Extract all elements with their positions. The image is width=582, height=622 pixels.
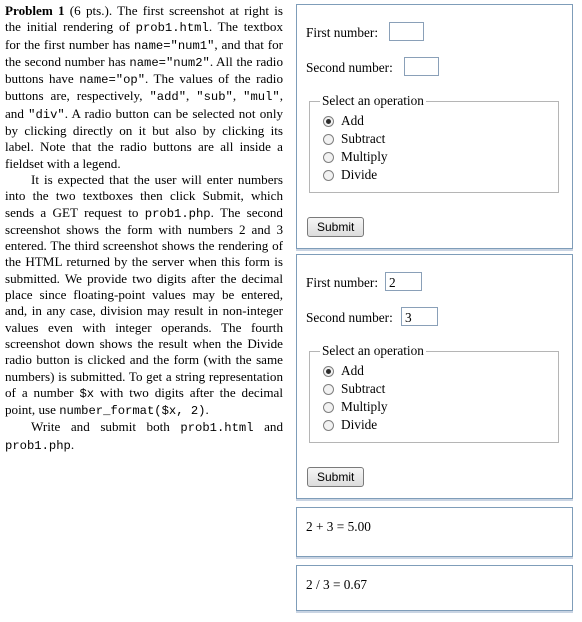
radio-button-multiply[interactable] xyxy=(323,402,334,413)
text-run: . The textbox for the first number has xyxy=(5,19,284,52)
radio-multiply[interactable] xyxy=(323,149,388,165)
text-run: Write and submit both xyxy=(31,419,181,435)
radio-button-divide[interactable] xyxy=(323,420,334,431)
text-run: , and xyxy=(5,88,283,121)
inline-code: prob1.html xyxy=(135,21,209,36)
first-number-label: First number: xyxy=(306,25,379,40)
radio-button-divide[interactable] xyxy=(323,170,334,181)
result-text: 2 / 3 = 0.67 xyxy=(306,577,368,592)
radio-label-subtract[interactable]: Subtract xyxy=(341,131,386,146)
second-number-label: Second number: xyxy=(306,310,393,325)
problem-paragraph-3 xyxy=(5,419,283,454)
text-run: Problem 1 xyxy=(5,3,65,18)
inline-code: "div" xyxy=(28,107,65,122)
inline-code: prob1.php xyxy=(144,206,211,221)
inline-code: name="num2" xyxy=(129,55,210,70)
text-run: . xyxy=(70,436,75,452)
text-run: , xyxy=(186,88,197,104)
text-run: and xyxy=(253,419,283,435)
result-text: 2 + 3 = 5.00 xyxy=(306,519,371,534)
operation-legend: Select an operation xyxy=(322,93,424,108)
problem-paragraph-2 xyxy=(5,172,283,419)
problem-statement xyxy=(5,3,283,454)
radio-divide[interactable] xyxy=(323,417,377,433)
inline-code: $x xyxy=(79,386,95,401)
inline-code: prob1.php xyxy=(5,438,71,453)
first-number-input[interactable] xyxy=(389,22,424,41)
submit-button[interactable]: Submit xyxy=(307,217,364,237)
screenshot-add-result xyxy=(296,507,573,557)
radio-subtract[interactable] xyxy=(323,131,385,147)
radio-button-add[interactable] xyxy=(323,366,334,377)
text-run: . xyxy=(205,402,209,418)
inline-code: "mul" xyxy=(243,90,280,105)
inline-code: "sub" xyxy=(196,90,233,105)
radio-button-multiply[interactable] xyxy=(323,152,334,163)
screenshot-initial-form xyxy=(296,4,573,249)
screenshot-divide-result xyxy=(296,565,573,611)
radio-multiply[interactable] xyxy=(323,399,388,415)
radio-label-divide[interactable]: Divide xyxy=(341,417,378,432)
inline-code: name="num1" xyxy=(133,38,215,53)
radio-add[interactable] xyxy=(323,113,364,129)
radio-button-add[interactable] xyxy=(323,116,334,127)
second-number-input[interactable] xyxy=(404,57,439,76)
screenshot-filled-form xyxy=(296,254,573,499)
operation-legend: Select an operation xyxy=(322,343,424,358)
radio-label-multiply[interactable]: Multiply xyxy=(341,149,388,164)
text-run: It is expected that the user will enter numbers into the two textboxes then click Submit, which sends a GET request to xyxy=(5,171,283,220)
second-number-label: Second number: xyxy=(306,60,393,75)
first-number-input[interactable]: 2 xyxy=(385,272,422,291)
radio-add[interactable] xyxy=(323,363,364,379)
second-number-input[interactable]: 3 xyxy=(401,307,438,326)
radio-button-subtract[interactable] xyxy=(323,384,334,395)
text-run: , xyxy=(232,88,244,104)
inline-code: number_format($x, 2) xyxy=(59,404,206,419)
inline-code: "add" xyxy=(149,90,187,105)
operation-fieldset xyxy=(309,343,559,443)
submit-button[interactable]: Submit xyxy=(307,467,364,487)
inline-code: name="op" xyxy=(79,73,146,88)
radio-label-subtract[interactable]: Subtract xyxy=(341,381,386,396)
text-run: . The values of the radio buttons are, respectively, xyxy=(5,71,283,104)
radio-label-divide[interactable]: Divide xyxy=(341,167,378,182)
radio-label-multiply[interactable]: Multiply xyxy=(341,399,388,414)
radio-divide[interactable] xyxy=(323,167,377,183)
radio-label-add[interactable]: Add xyxy=(341,363,364,378)
text-run: (6 pts.). The first screenshot at right is the initial rendering of xyxy=(5,3,283,35)
text-run: with two digits after the decimal point, use xyxy=(5,384,283,418)
radio-subtract[interactable] xyxy=(323,381,385,397)
text-run: , and that for the second number has xyxy=(5,36,283,69)
text-run: . The second screenshot shows the form with numbers 2 and 3 entered. The third screenshot shows the rendering of the HTML returned by the server when this form is submitted. We provide two digits after the decimal place since floating-point values may be entered, and, in any case, division may result in non-integer values even with integer operands. The fourth screenshot down shows the result when the Divide radio button is clicked and the form (with the same numbers) is submitted. To get a string representation of a number xyxy=(5,204,283,400)
radio-button-subtract[interactable] xyxy=(323,134,334,145)
first-number-label: First number: xyxy=(306,275,379,290)
text-run: . A radio button can be selected not only by clicking directly on it but also by clicking its label. Note that the radio buttons are all inside a fieldset with a legend. xyxy=(5,105,283,171)
radio-label-add[interactable]: Add xyxy=(341,113,364,128)
inline-code: prob1.html xyxy=(180,421,254,436)
operation-fieldset xyxy=(309,93,559,193)
problem-paragraph-1 xyxy=(5,3,283,172)
text-run: . All the radio buttons have xyxy=(5,53,283,87)
